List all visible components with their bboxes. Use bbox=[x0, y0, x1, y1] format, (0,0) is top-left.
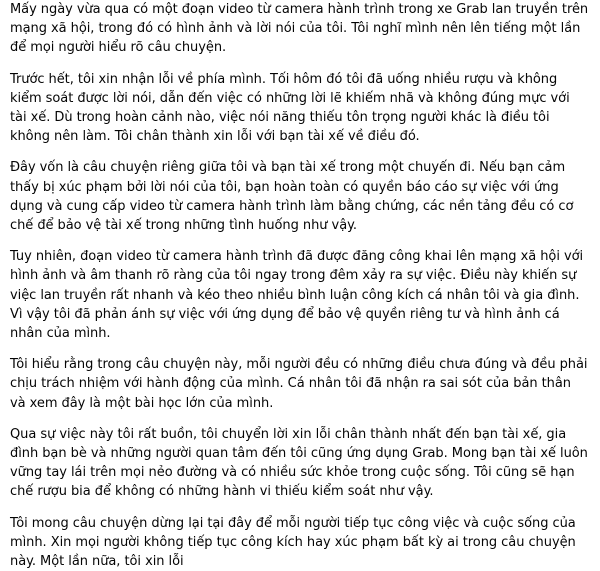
post-paragraph-3: Đây vốn là câu chuyện riêng giữa tôi và bạn tài xế trong một chuyến đi. Nếu bạn cảm thấy bị xúc phạm bởi lời nói của tôi, bạn hoàn toàn có quyền báo cáo sự việc với ứng dụng và cung cấp video từ camera hành trình làm bằng chứng, các nền tảng đều có cơ chế để bảo vệ tài xế trong những tình huống như vậy. bbox=[10, 160, 574, 234]
post-paragraph-7: Tôi mong câu chuyện dừng lại tại đây để mỗi người tiếp tục công việc và cuộc sống của mình. Xin mọi người không tiếp tục công kích hay xúc phạm bất kỳ ai trong câu chuyện này. Một lần nữa, tôi xin lỗi bbox=[10, 515, 576, 570]
post-paragraph-1: Mấy ngày vừa qua có một đoạn video từ camera hành trình trong xe Grab lan truyền trên mạng xã hội, trong đó có hình ảnh và lời nói của tôi. Tôi nghĩ mình nên lên tiếng một lần để mọi người hiểu rõ câu chuyện. bbox=[10, 2, 589, 56]
post-paragraph-4: Tuy nhiên, đoạn video từ camera hành trình đã được đăng công khai lên mạng xã hội với hình ảnh và âm thanh rõ ràng của tôi ngay trong đêm xảy ra sự việc. Điều này khiến sự việc lan truyền rất nhanh và kéo theo nhiều bình luận công kích cá nhân tôi và gia đình. Vì vậy tôi đã phản ánh sự việc với ứng dụng để bảo vệ quyền riêng tư và hình ảnh cá nhân của mình. bbox=[10, 249, 584, 342]
post-paragraph-6: Qua sự việc này tôi rất buồn, tôi chuyển lời xin lỗi chân thành nhất đến bạn tài xế, gia đình bạn bè và những người quan tâm đến tôi cũng ứng dụng Grab. Mong bạn tài xế luôn vững tay lái trên mọi nẻo đường và có nhiều sức khỏe trong cuộc sống. Tôi cũng sẽ hạn chế rượu bia để không có những hành vi thiếu kiểm soát như vậy. bbox=[10, 426, 588, 500]
post-paragraph-2: Trước hết, tôi xin nhận lỗi về phía mình. Tối hôm đó tôi đã uống nhiều rượu và không kiểm soát được lời nói, dẫn đến việc có những lời lẽ khiếm nhã và không đúng mực với tài xế. Dù trong hoàn cảnh nào, việc nói năng thiếu tôn trọng người khác là điều tôi không nên làm. Tôi chân thành xin lỗi với bạn tài xế về điều đó. bbox=[10, 71, 570, 145]
post-body bbox=[10, 0, 590, 571]
post-paragraph-5: Tôi hiểu rằng trong câu chuyện này, mỗi người đều có những điều chưa đúng và đều phải chịu trách nhiệm với hành động của mình. Cá nhân tôi đã nhận ra sai sót của bản thân và xem đây là một bài học lớn của mình. bbox=[10, 357, 588, 411]
